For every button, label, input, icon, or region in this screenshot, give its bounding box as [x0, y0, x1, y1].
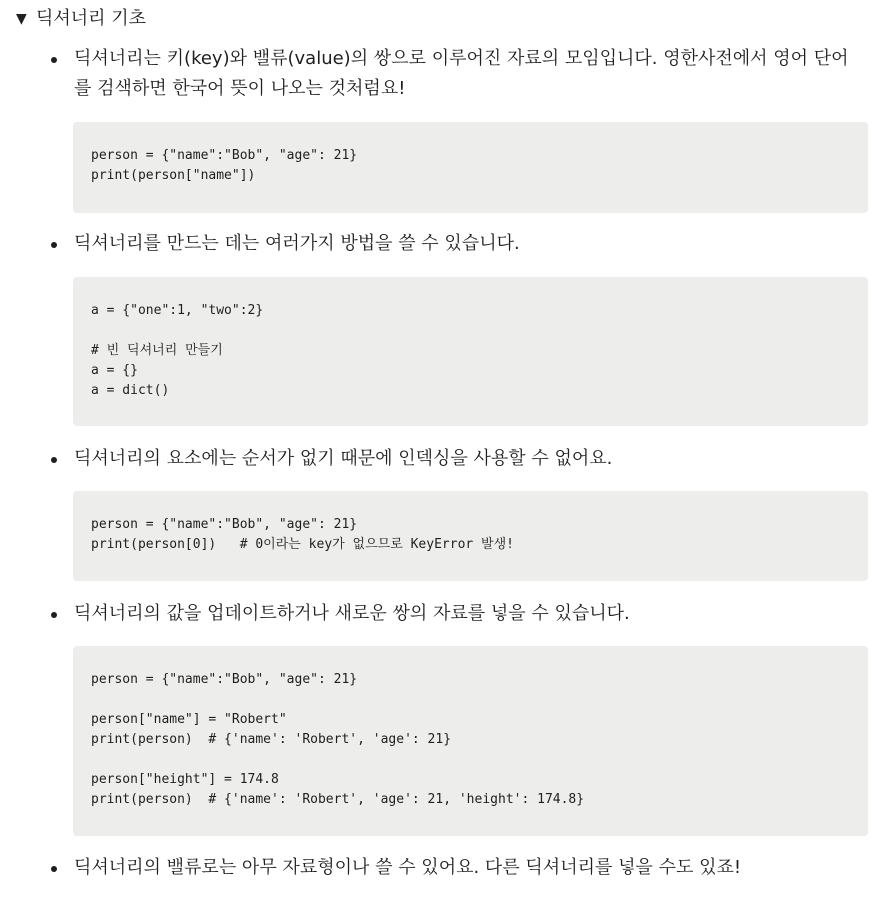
code-line — [91, 321, 850, 341]
code-block — [73, 122, 868, 213]
code-line: # 빈 딕셔너리 만들기 — [91, 343, 223, 358]
code-line: person["height"] = 174.8 — [91, 772, 279, 787]
code-line — [91, 750, 850, 770]
bullet-icon — [51, 242, 57, 248]
code-line: print(person["name"]) — [91, 168, 256, 183]
bullet-icon — [51, 457, 57, 463]
code-line — [91, 690, 850, 710]
toggle-header[interactable] — [16, 6, 146, 32]
code-line: person = {"name":"Bob", "age": 21} — [91, 672, 358, 687]
list-item-text: 딕셔너리의 요소에는 순서가 없기 때문에 인덱싱을 사용할 수 없어요. — [74, 448, 613, 469]
code-block — [73, 646, 868, 836]
code-line: print(person) # {'name': 'Robert', 'age': 21, 'height': 174.8} — [91, 792, 585, 807]
code-line: print(person) # {'name': 'Robert', 'age': 21} — [91, 732, 452, 747]
toggle-arrow-icon[interactable]: ▼ — [16, 11, 27, 27]
code-line: print(person[0]) # 0이라는 key가 없으므로 KeyError 발생! — [91, 537, 514, 552]
code-line: a = {"one":1, "two":2} — [91, 303, 264, 318]
toggle-title: 딕셔너리 기초 — [36, 8, 147, 29]
code-line: person["name"] = "Robert" — [91, 712, 287, 727]
code-block — [73, 277, 868, 426]
code-line: person = {"name":"Bob", "age": 21} — [91, 148, 358, 163]
code-line: person = {"name":"Bob", "age": 21} — [91, 517, 358, 532]
bullet-icon — [51, 612, 57, 618]
list-item-text: 딕셔너리를 만드는 데는 여러가지 방법을 쓸 수 있습니다. — [74, 233, 520, 254]
bullet-icon — [51, 57, 57, 63]
code-line: a = {} — [91, 363, 138, 378]
list-item-text: 딕셔너리의 밸류로는 아무 자료형이나 쓸 수 있어요. 다른 딕셔너리를 넣을 수도 있죠! — [74, 857, 742, 878]
list-item-text: 딕셔너리의 값을 업데이트하거나 새로운 쌍의 자료를 넣을 수 있습니다. — [74, 603, 630, 624]
bullet-icon — [51, 866, 57, 872]
list-item-text: 딕셔너리는 키(key)와 밸류(value)의 쌍으로 이루어진 자료의 모임입니다. 영한사전에서 영어 단어를 검색하면 한국어 뜻이 나오는 것처럼요! — [74, 48, 849, 99]
code-line: a = dict() — [91, 383, 170, 398]
code-block — [73, 491, 868, 581]
